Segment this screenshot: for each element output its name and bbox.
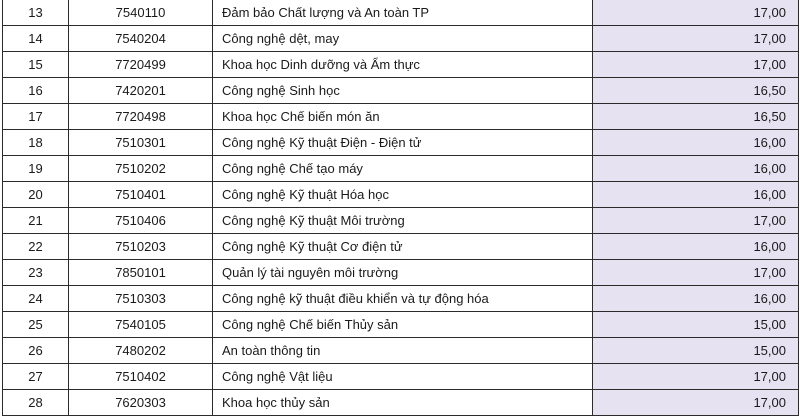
table-row — [3, 52, 799, 78]
major-name-cell: Công nghệ kỹ thuật điều khiển và tự động hóa — [213, 286, 593, 312]
major-code-cell: 7510402 — [69, 364, 213, 390]
row-number-cell: 23 — [3, 260, 69, 286]
score-cell: 17,00 — [593, 390, 799, 416]
table-row — [3, 286, 799, 312]
major-name-cell: Công nghệ dệt, may — [213, 26, 593, 52]
score-cell: 16,00 — [593, 286, 799, 312]
major-code-cell: 7720499 — [69, 52, 213, 78]
score-cell: 17,00 — [593, 26, 799, 52]
major-code-cell: 7480202 — [69, 338, 213, 364]
score-cell: 17,00 — [593, 208, 799, 234]
major-code-cell: 7620303 — [69, 390, 213, 416]
major-name-cell: Công nghệ Kỹ thuật Cơ điện tử — [213, 234, 593, 260]
table-row — [3, 26, 799, 52]
table-row — [3, 156, 799, 182]
table-row — [3, 390, 799, 416]
score-cell: 17,00 — [593, 260, 799, 286]
major-code-cell: 7420201 — [69, 78, 213, 104]
score-cell: 17,00 — [593, 52, 799, 78]
table-body — [3, 0, 799, 416]
score-cell: 16,50 — [593, 78, 799, 104]
row-number-cell: 19 — [3, 156, 69, 182]
row-number-cell: 21 — [3, 208, 69, 234]
table-row — [3, 234, 799, 260]
major-name-cell: Công nghệ Kỹ thuật Môi trường — [213, 208, 593, 234]
row-number-cell: 17 — [3, 104, 69, 130]
table-row — [3, 0, 799, 26]
major-name-cell: Công nghệ Vật liệu — [213, 364, 593, 390]
table-row — [3, 260, 799, 286]
score-cell: 16,00 — [593, 234, 799, 260]
table-row — [3, 364, 799, 390]
row-number-cell: 25 — [3, 312, 69, 338]
score-cell: 17,00 — [593, 364, 799, 390]
major-code-cell: 7510301 — [69, 130, 213, 156]
major-name-cell: Đảm bảo Chất lượng và An toàn TP — [213, 0, 593, 26]
major-code-cell: 7540204 — [69, 26, 213, 52]
row-number-cell: 16 — [3, 78, 69, 104]
score-cell: 15,00 — [593, 312, 799, 338]
row-number-cell: 20 — [3, 182, 69, 208]
major-code-cell: 7540110 — [69, 0, 213, 26]
table-row — [3, 104, 799, 130]
major-code-cell: 7510406 — [69, 208, 213, 234]
major-name-cell: Khoa học Dinh dưỡng và Ẩm thực — [213, 52, 593, 78]
major-code-cell: 7850101 — [69, 260, 213, 286]
row-number-cell: 18 — [3, 130, 69, 156]
major-name-cell: Khoa học thủy sản — [213, 390, 593, 416]
major-name-cell: An toàn thông tin — [213, 338, 593, 364]
score-cell: 17,00 — [593, 0, 799, 26]
score-cell: 15,00 — [593, 338, 799, 364]
major-name-cell: Khoa học Chế biến món ăn — [213, 104, 593, 130]
major-name-cell: Công nghệ Kỹ thuật Hóa học — [213, 182, 593, 208]
table-row — [3, 208, 799, 234]
major-name-cell: Công nghệ Kỹ thuật Điện - Điện tử — [213, 130, 593, 156]
major-name-cell: Quản lý tài nguyên môi trường — [213, 260, 593, 286]
row-number-cell: 15 — [3, 52, 69, 78]
row-number-cell: 14 — [3, 26, 69, 52]
score-cell: 16,00 — [593, 182, 799, 208]
score-cell: 16,00 — [593, 130, 799, 156]
row-number-cell: 22 — [3, 234, 69, 260]
row-number-cell: 27 — [3, 364, 69, 390]
major-name-cell: Công nghệ Chế biến Thủy sản — [213, 312, 593, 338]
major-code-cell: 7720498 — [69, 104, 213, 130]
score-cell: 16,50 — [593, 104, 799, 130]
major-code-cell: 7540105 — [69, 312, 213, 338]
major-name-cell: Công nghệ Chế tạo máy — [213, 156, 593, 182]
major-code-cell: 7510202 — [69, 156, 213, 182]
major-code-cell: 7510401 — [69, 182, 213, 208]
major-name-cell: Công nghệ Sinh học — [213, 78, 593, 104]
table-row — [3, 130, 799, 156]
table-row — [3, 78, 799, 104]
admission-score-table — [2, 0, 799, 416]
row-number-cell: 28 — [3, 390, 69, 416]
row-number-cell: 13 — [3, 0, 69, 26]
row-number-cell: 24 — [3, 286, 69, 312]
row-number-cell: 26 — [3, 338, 69, 364]
table-row — [3, 182, 799, 208]
major-code-cell: 7510203 — [69, 234, 213, 260]
table-row — [3, 338, 799, 364]
table-row — [3, 312, 799, 338]
major-code-cell: 7510303 — [69, 286, 213, 312]
score-cell: 16,00 — [593, 156, 799, 182]
